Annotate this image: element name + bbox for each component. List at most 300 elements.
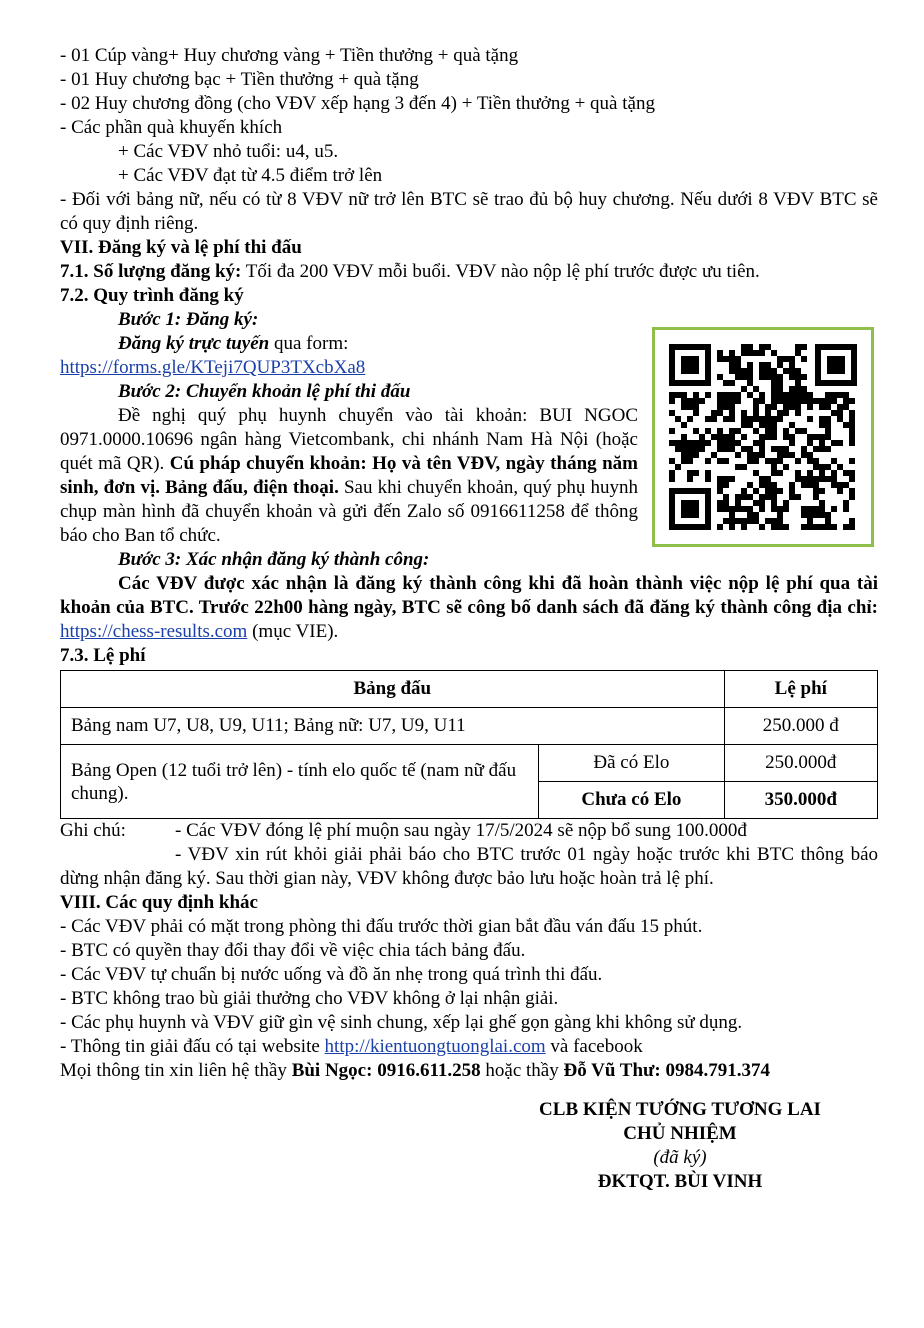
row2-group: Bảng Open (12 tuổi trở lên) - tính elo quốc tế (nam nữ đấu chung). [61, 745, 539, 819]
qr-module [777, 398, 783, 404]
qr-module [765, 344, 771, 350]
qr-module [819, 434, 825, 440]
website-prefix: - Thông tin giải đấu có tại website [60, 1036, 325, 1057]
qr-module [777, 410, 783, 416]
qr-module [837, 416, 843, 422]
qr-module [729, 362, 735, 368]
qr-module [699, 440, 705, 446]
qr-module [771, 488, 777, 494]
qr-module [795, 380, 801, 386]
qr-module [777, 380, 783, 386]
note-1-text: - Các VĐV đóng lệ phí muộn sau ngày 17/5/2024 sẽ nộp bổ sung 100.000đ [175, 820, 747, 841]
qr-module [747, 422, 753, 428]
qr-module [723, 458, 729, 464]
qr-module [729, 512, 735, 518]
qr-module [807, 404, 813, 410]
results-suffix: (mục VIE). [247, 621, 339, 642]
qr-module [849, 398, 855, 404]
qr-module [747, 380, 753, 386]
qr-module [747, 392, 753, 398]
qr-module [777, 512, 783, 518]
qr-module [735, 392, 741, 398]
qr-module [753, 410, 759, 416]
qr-module [801, 446, 807, 452]
qr-module [801, 512, 807, 518]
qr-module [777, 470, 783, 476]
qr-module [735, 500, 741, 506]
qr-module [819, 506, 825, 512]
qr-module [843, 404, 849, 410]
step-1-title: Bước 1: Đăng ký: [118, 309, 259, 330]
qr-module [675, 440, 681, 446]
qr-module [759, 482, 765, 488]
qr-module [771, 392, 777, 398]
qr-module [831, 506, 837, 512]
qr-module [765, 476, 771, 482]
qr-module [765, 434, 771, 440]
award-line: - 01 Huy chương bạc + Tiền thưởng + quà tặng [60, 69, 419, 90]
qr-module [783, 446, 789, 452]
qr-module [831, 482, 837, 488]
qr-module [825, 398, 831, 404]
document-body [60, 44, 878, 1083]
qr-module [741, 494, 747, 500]
qr-module [759, 446, 765, 452]
qr-module [675, 392, 681, 398]
qr-module [831, 410, 837, 416]
qr-module [825, 524, 831, 530]
note-label: Ghi chú: [60, 820, 126, 841]
qr-module [723, 440, 729, 446]
award-line: - 01 Cúp vàng+ Huy chương vàng + Tiền thưởng + quà tặng [60, 45, 519, 66]
qr-module [747, 512, 753, 518]
qr-module [849, 410, 855, 416]
qr-module [687, 416, 693, 422]
qr-module [837, 410, 843, 416]
qr-module [807, 476, 813, 482]
qr-module [813, 446, 819, 452]
qr-module [729, 446, 735, 452]
qr-module [765, 458, 771, 464]
qr-module [795, 428, 801, 434]
qr-module [801, 476, 807, 482]
qr-module [729, 350, 735, 356]
qr-module [777, 356, 783, 362]
confirm-paragraph [60, 572, 878, 644]
qr-module [747, 416, 753, 422]
qr-module [765, 374, 771, 380]
qr-module [849, 428, 855, 434]
qr-module [789, 398, 795, 404]
form-link[interactable]: https://forms.gle/KTeji7QUP3TXcbXa8 [60, 357, 366, 378]
qr-module [747, 452, 753, 458]
qr-module [717, 488, 723, 494]
qr-module [681, 452, 687, 458]
qr-module [669, 428, 675, 434]
qr-module [813, 458, 819, 464]
qr-module [681, 398, 687, 404]
qr-module [795, 476, 801, 482]
qr-module [795, 398, 801, 404]
qr-module [675, 446, 681, 452]
qr-module [741, 410, 747, 416]
contact-2: Đỗ Vũ Thư: 0984.791.374 [563, 1060, 771, 1081]
qr-module [741, 374, 747, 380]
qr-module [717, 500, 723, 506]
qr-module [843, 470, 849, 476]
qr-module [717, 434, 723, 440]
qr-module [843, 482, 849, 488]
qr-module [759, 452, 765, 458]
qr-module [705, 440, 711, 446]
qr-module [759, 500, 765, 506]
qr-module [837, 392, 843, 398]
qr-module [693, 440, 699, 446]
qr-module [723, 500, 729, 506]
qr-module [753, 350, 759, 356]
qr-module [735, 518, 741, 524]
qr-module [735, 428, 741, 434]
qr-module [735, 452, 741, 458]
qr-module [771, 500, 777, 506]
qr-module [735, 362, 741, 368]
qr-module [807, 512, 813, 518]
qr-module [795, 392, 801, 398]
qr-module [723, 482, 729, 488]
qr-module [813, 398, 819, 404]
qr-module [771, 506, 777, 512]
qr-module [741, 488, 747, 494]
qr-module [693, 446, 699, 452]
qr-module [723, 494, 729, 500]
qr-module [759, 506, 765, 512]
qr-module [849, 470, 855, 476]
qr-module [717, 506, 723, 512]
section-7-2-title: 7.2. Quy trình đăng ký [60, 285, 244, 306]
qr-module [831, 392, 837, 398]
qr-module [669, 440, 675, 446]
section-7-1-text: Tối đa 200 VĐV mỗi buổi. VĐV nào nộp lệ phí trước được ưu tiên. [241, 261, 760, 282]
qr-module [771, 464, 777, 470]
qr-module [807, 440, 813, 446]
qr-module [753, 518, 759, 524]
qr-module [705, 458, 711, 464]
qr-module [753, 470, 759, 476]
qr-module [729, 392, 735, 398]
qr-module [753, 488, 759, 494]
qr-module [777, 506, 783, 512]
qr-module [777, 386, 783, 392]
qr-module [705, 392, 711, 398]
qr-module [765, 362, 771, 368]
qr-module [759, 416, 765, 422]
qr-module [771, 380, 777, 386]
section-7-1-label: 7.1. Số lượng đăng ký: [60, 261, 242, 282]
qr-module [801, 344, 807, 350]
transfer-syntax: Cú pháp chuyển khoản: Họ và tên VĐV, ngày tháng năm sinh, đơn vị. Bảng đấu, điện thoại. [60, 453, 638, 498]
qr-module [741, 344, 747, 350]
qr-module [813, 482, 819, 488]
qr-module [693, 452, 699, 458]
qr-module [729, 506, 735, 512]
qr-module [765, 422, 771, 428]
qr-module [717, 446, 723, 452]
qr-module [765, 428, 771, 434]
qr-module [783, 428, 789, 434]
qr-module [825, 512, 831, 518]
qr-module [771, 386, 777, 392]
qr-module [717, 404, 723, 410]
qr-module [819, 422, 825, 428]
qr-module [735, 368, 741, 374]
signature-signed: (đã ký) [653, 1147, 707, 1168]
qr-module [813, 476, 819, 482]
qr-module [777, 392, 783, 398]
qr-module [843, 506, 849, 512]
qr-module [789, 494, 795, 500]
qr-module [771, 416, 777, 422]
section-7-3-title: 7.3. Lệ phí [60, 645, 146, 666]
qr-module [801, 506, 807, 512]
qr-module [693, 404, 699, 410]
qr-module [687, 440, 693, 446]
qr-module [801, 356, 807, 362]
qr-module [819, 476, 825, 482]
qr-module [825, 476, 831, 482]
qr-module [723, 416, 729, 422]
qr-module [705, 416, 711, 422]
qr-module [819, 416, 825, 422]
qr-module [681, 404, 687, 410]
qr-module [729, 428, 735, 434]
qr-module [735, 356, 741, 362]
qr-module [729, 404, 735, 410]
qr-module [819, 440, 825, 446]
qr-module [717, 356, 723, 362]
section-7-title: VII. Đăng ký và lệ phí thi đấu [60, 237, 302, 258]
qr-module [741, 506, 747, 512]
qr-module [747, 458, 753, 464]
qr-module [687, 476, 693, 482]
qr-module [759, 374, 765, 380]
qr-module [681, 458, 687, 464]
award-subline: + Các VĐV nhỏ tuổi: u4, u5. [118, 141, 339, 162]
qr-module [711, 416, 717, 422]
qr-module [849, 458, 855, 464]
qr-module [843, 422, 849, 428]
qr-module [669, 410, 675, 416]
qr-module [783, 506, 789, 512]
qr-module [837, 482, 843, 488]
qr-module [687, 470, 693, 476]
qr-module [825, 446, 831, 452]
qr-module [813, 512, 819, 518]
qr-module [753, 512, 759, 518]
qr-module [675, 416, 681, 422]
qr-module [771, 350, 777, 356]
qr-module [735, 398, 741, 404]
qr-module [681, 446, 687, 452]
qr-module [759, 398, 765, 404]
qr-module [765, 368, 771, 374]
qr-module [789, 440, 795, 446]
qr-module [789, 368, 795, 374]
row2b-sub: Chưa có Elo [539, 782, 724, 819]
qr-module [741, 518, 747, 524]
qr-module [783, 434, 789, 440]
qr-module [813, 488, 819, 494]
qr-module [807, 392, 813, 398]
qr-module [687, 446, 693, 452]
table-header-row [61, 671, 878, 708]
qr-module [771, 368, 777, 374]
qr-module [819, 512, 825, 518]
qr-module [759, 344, 765, 350]
qr-module [723, 398, 729, 404]
qr-module [837, 404, 843, 410]
qr-module [801, 374, 807, 380]
row1-fee: 250.000 đ [724, 708, 877, 745]
qr-module [747, 494, 753, 500]
qr-module [771, 446, 777, 452]
qr-module [831, 476, 837, 482]
table-header-group: Bảng đấu [61, 671, 725, 708]
qr-module [825, 416, 831, 422]
qr-module [693, 398, 699, 404]
qr-module [741, 464, 747, 470]
qr-module [729, 476, 735, 482]
qr-module [813, 494, 819, 500]
qr-module [795, 350, 801, 356]
transfer-text: Đề nghị quý phụ huynh chuyển vào tài khoản: BUI NGOC 0971.0000.10696 ngân hàng Vietcombank, chi nhánh Nam Hà Nội (hoặc quét mã QR). [60, 405, 638, 474]
note-1 [60, 819, 878, 843]
qr-module [789, 488, 795, 494]
qr-module [813, 524, 819, 530]
qr-module [837, 464, 843, 470]
row2a-sub: Đã có Elo [539, 745, 724, 782]
qr-module [825, 392, 831, 398]
qr-module [783, 398, 789, 404]
table-row [61, 708, 878, 745]
row1-group: Bảng nam U7, U8, U9, U11; Bảng nữ: U7, U9, U11 [61, 708, 725, 745]
qr-module [825, 422, 831, 428]
website-link[interactable]: http://kientuongtuonglai.com [324, 1036, 546, 1057]
online-text: qua form: [269, 333, 349, 354]
fee-table [60, 670, 878, 819]
qr-module [693, 410, 699, 416]
qr-module [807, 458, 813, 464]
qr-module [687, 452, 693, 458]
qr-module [747, 374, 753, 380]
qr-module [687, 404, 693, 410]
qr-module [753, 440, 759, 446]
qr-module [813, 506, 819, 512]
qr-module [771, 518, 777, 524]
qr-module [777, 458, 783, 464]
qr-module [723, 506, 729, 512]
qr-module [735, 506, 741, 512]
step-3-title: Bước 3: Xác nhận đăng ký thành công: [118, 549, 430, 570]
qr-module [819, 470, 825, 476]
qr-module [759, 350, 765, 356]
qr-module [747, 506, 753, 512]
qr-module [783, 452, 789, 458]
qr-module [789, 386, 795, 392]
qr-module [771, 404, 777, 410]
qr-module [729, 518, 735, 524]
qr-module [843, 500, 849, 506]
qr-module [759, 494, 765, 500]
rule-item: - BTC có quyền thay đổi thay đổi về việc chia tách bảng đấu. [60, 940, 526, 961]
qr-module [777, 416, 783, 422]
qr-module [849, 518, 855, 524]
qr-module [849, 524, 855, 530]
qr-module [825, 428, 831, 434]
results-link[interactable]: https://chess-results.com [60, 621, 248, 642]
qr-module [801, 386, 807, 392]
qr-module [753, 398, 759, 404]
qr-module [723, 356, 729, 362]
qr-module [777, 524, 783, 530]
award-line: - 02 Huy chương đồng (cho VĐV xếp hạng 3 đến 4) + Tiền thưởng + quà tặng [60, 93, 655, 114]
qr-module [807, 434, 813, 440]
qr-module [807, 452, 813, 458]
qr-module [771, 524, 777, 530]
qr-module [831, 524, 837, 530]
qr-module [819, 524, 825, 530]
award-line: - Các phần quà khuyến khích [60, 117, 283, 138]
qr-module [717, 410, 723, 416]
qr-module [807, 470, 813, 476]
qr-module [705, 470, 711, 476]
qr-module [783, 524, 789, 530]
qr-module [807, 524, 813, 530]
qr-module [723, 446, 729, 452]
qr-module [747, 344, 753, 350]
qr-module [753, 428, 759, 434]
qr-module [789, 434, 795, 440]
qr-module [789, 482, 795, 488]
qr-module [753, 416, 759, 422]
qr-module [831, 440, 837, 446]
qr-module [837, 488, 843, 494]
qr-module [837, 440, 843, 446]
qr-module [741, 386, 747, 392]
qr-module [783, 368, 789, 374]
qr-module [813, 434, 819, 440]
qr-module [699, 446, 705, 452]
qr-module [723, 392, 729, 398]
qr-module [717, 350, 723, 356]
qr-module [831, 458, 837, 464]
qr-module [807, 482, 813, 488]
qr-module [777, 446, 783, 452]
qr-module [735, 464, 741, 470]
signature-block [490, 1098, 870, 1194]
qr-module [783, 410, 789, 416]
qr-module [789, 452, 795, 458]
step-2-title: Bước 2: Chuyển khoản lệ phí thi đấu [118, 381, 411, 402]
qr-module [771, 434, 777, 440]
qr-module [741, 368, 747, 374]
qr-module [723, 476, 729, 482]
qr-module [783, 392, 789, 398]
qr-module [693, 428, 699, 434]
transfer-paragraph [60, 404, 638, 548]
female-note: - Đối với bảng nữ, nếu có từ 8 VĐV nữ trở lên BTC sẽ trao đủ bộ huy chương. Nếu dưới 8 VĐV BTC sẽ có quy định riêng. [60, 189, 878, 234]
qr-module [723, 518, 729, 524]
website-suffix: và facebook [545, 1036, 643, 1057]
